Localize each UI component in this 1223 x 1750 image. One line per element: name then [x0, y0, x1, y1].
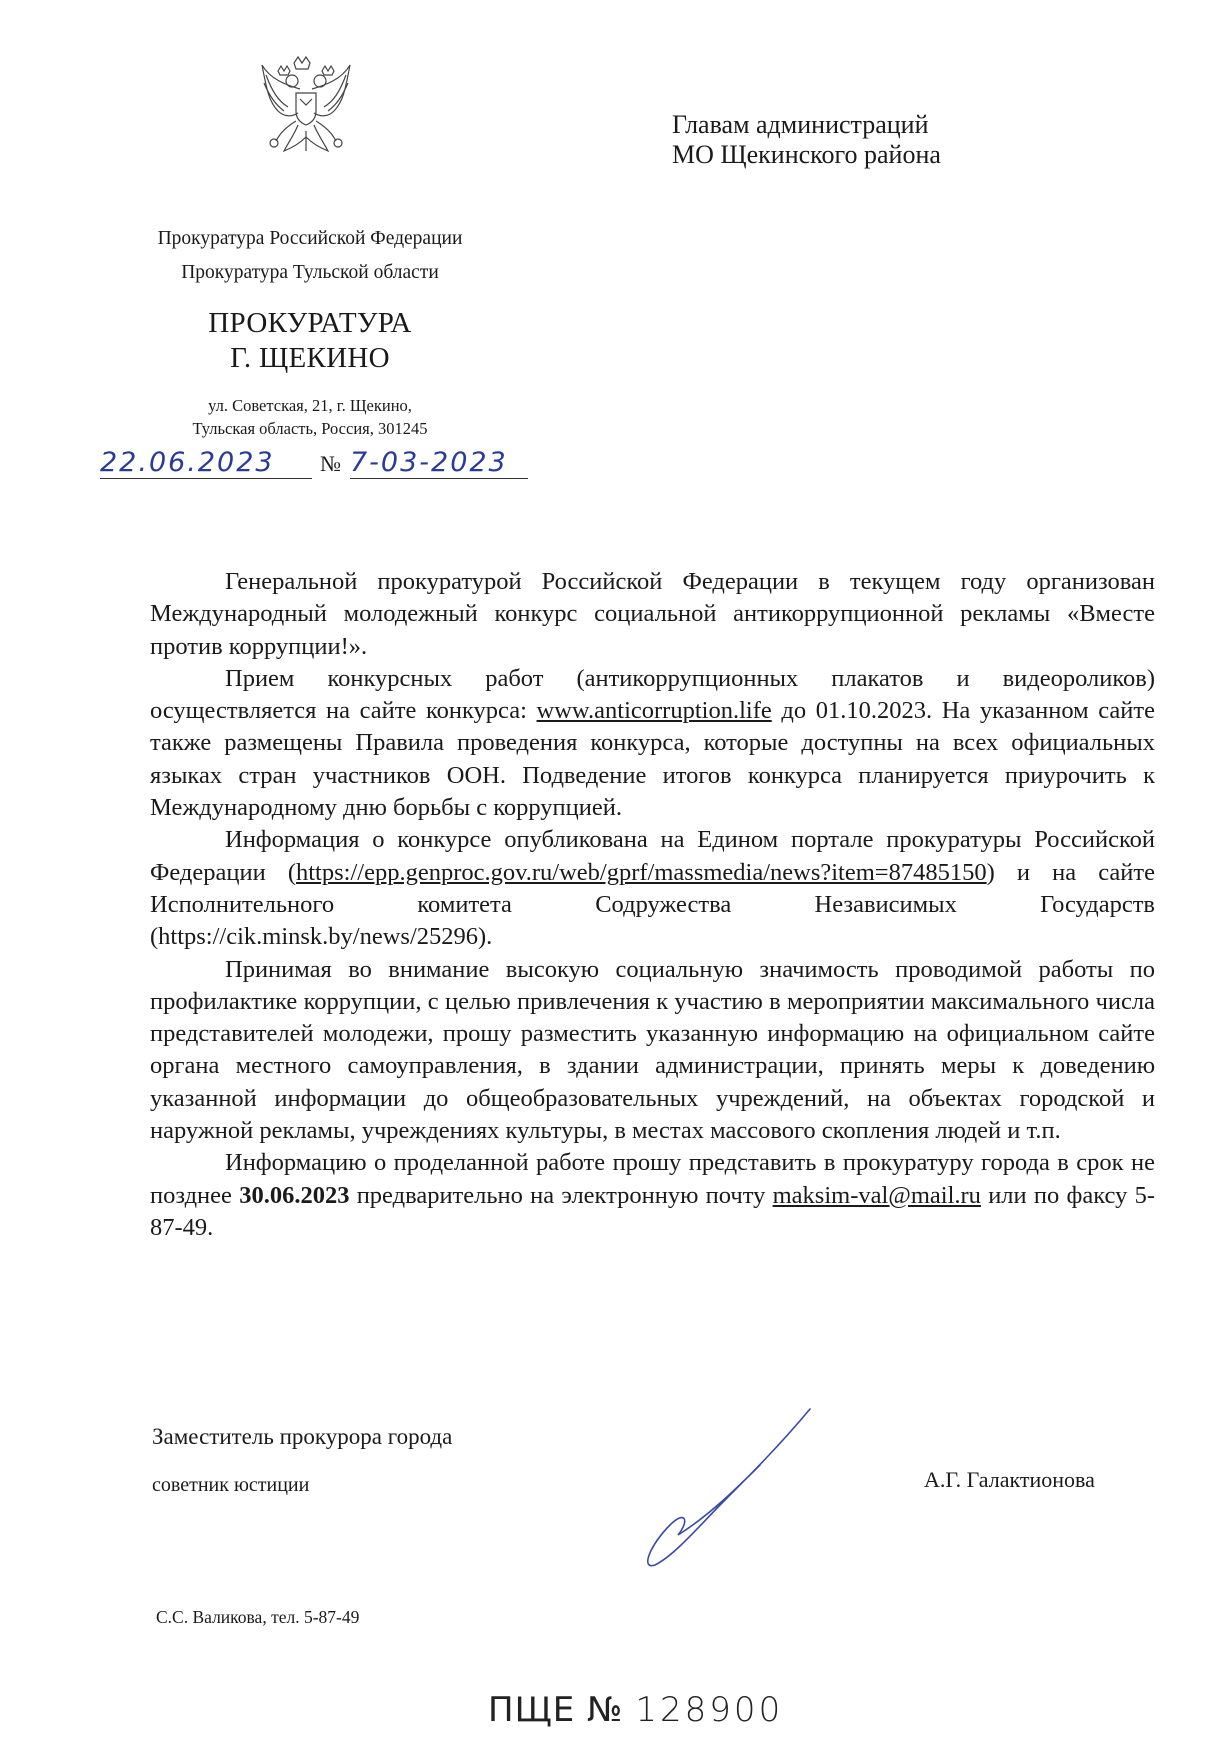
letterhead-address-2: Тульская область, Россия, 301245: [192, 419, 428, 438]
paragraph-4: Принимая во внимание высокую социальную значимость проводимой работы по профилактике коррупции, с целью привлечения к участию в мероприятии максимального числа представителей молодежи, прошу разместить указанную информацию на официальном сайте органа местного самоуправления, в здании администрации, принять меры к доведению указанной информации до общеобразовательных учреждений, на объектах городской и наружной рекламы, учреждениях культуры, в местах массового скопления людей и т.п.: [150, 955, 1155, 1145]
paragraph-5: [150, 1147, 1155, 1244]
paragraph-2: [150, 663, 1155, 824]
paragraph-3: [150, 824, 1155, 953]
letterhead-address: [120, 394, 500, 440]
coat-of-arms-emblem: [256, 55, 356, 163]
contest-site-link[interactable]: www.anticorruption.life: [536, 697, 772, 725]
paragraph-2-text-a: Прием конкурсных работ (антикоррупционных плакатов и видеороликов) осуществляется на сайте конкурса:: [150, 664, 1155, 725]
paragraph-5-text-b: предварительно на электронную почту: [349, 1181, 773, 1209]
paragraph-5-text-c: или по факсу 5-87-49.: [150, 1181, 1156, 1241]
signatory-position: Заместитель прокурора города: [152, 1424, 453, 1449]
handwritten-signature: [630, 1405, 830, 1570]
executor-contact: С.С. Валикова, тел. 5-87-49: [156, 1607, 360, 1627]
letter-body: [150, 566, 1155, 1244]
paragraph-2-text-b: до 01.10.2023. На указанном сайте также размещены Правила проведения конкурса, которые доступны на всех официальных языках стран участников ООН. Подведение итогов конкурса планируется приурочить к Международному дню борьбы с коррупцией.: [150, 697, 1156, 822]
deadline-date: 30.06.2023: [239, 1181, 350, 1209]
addressee-block: [672, 110, 941, 170]
letterhead-organization: [100, 222, 520, 290]
paragraph-3-text-a: Информация о конкурсе опубликована на Едином портале прокуратуры Российской Федерации (: [150, 826, 1155, 886]
registration-line: [100, 448, 540, 482]
letterhead-org-2: Прокуратура Тульской области: [181, 262, 439, 283]
registration-number-label: №: [320, 451, 341, 476]
signatory-rank: советник юстиции: [152, 1474, 310, 1496]
addressee-line-1: Главам администраций: [672, 110, 929, 139]
addressee-line-2: МО Щекинского района: [672, 140, 941, 169]
stamp-number: 128900: [635, 1690, 784, 1730]
genproc-portal-link[interactable]: https://epp.genproc.gov.ru/web/gprf/massmedia/news?item=87485150: [296, 858, 987, 886]
registration-date: 22.06.2023: [100, 448, 312, 479]
incoming-registration-stamp: [488, 1690, 783, 1730]
letterhead-org-1: Прокуратура Российской Федерации: [157, 228, 463, 249]
registration-number: 7-03-2023: [350, 448, 528, 479]
paragraph-3-text-b: ) и на сайте Исполнительного комитета Содружества Независимых Государств (https://cik.minsk.by/news/25296).: [150, 858, 1155, 951]
letterhead-address-1: ул. Советская, 21, г. Щекино,: [208, 396, 412, 415]
paragraph-1: Генеральной прокуратурой Российской Федерации в текущем году организован Международный молодежный конкурс социальной антикоррупционной рекламы «Вместе против коррупции!».: [150, 568, 1155, 660]
signatory-name: А.Г. Галактионова: [924, 1467, 1095, 1492]
email-link[interactable]: maksim-val@mail.ru: [772, 1181, 981, 1209]
paragraph-5-text-a: Информацию о проделанной работе прошу представить в прокуратуру города в срок не позднее: [150, 1149, 1155, 1209]
letterhead-title-1: ПРОКУРАТУРА: [208, 307, 412, 339]
letterhead-title: [150, 306, 470, 376]
stamp-label: ПЩЕ №: [488, 1690, 624, 1730]
letterhead-title-2: Г. ЩЕКИНО: [230, 342, 390, 374]
